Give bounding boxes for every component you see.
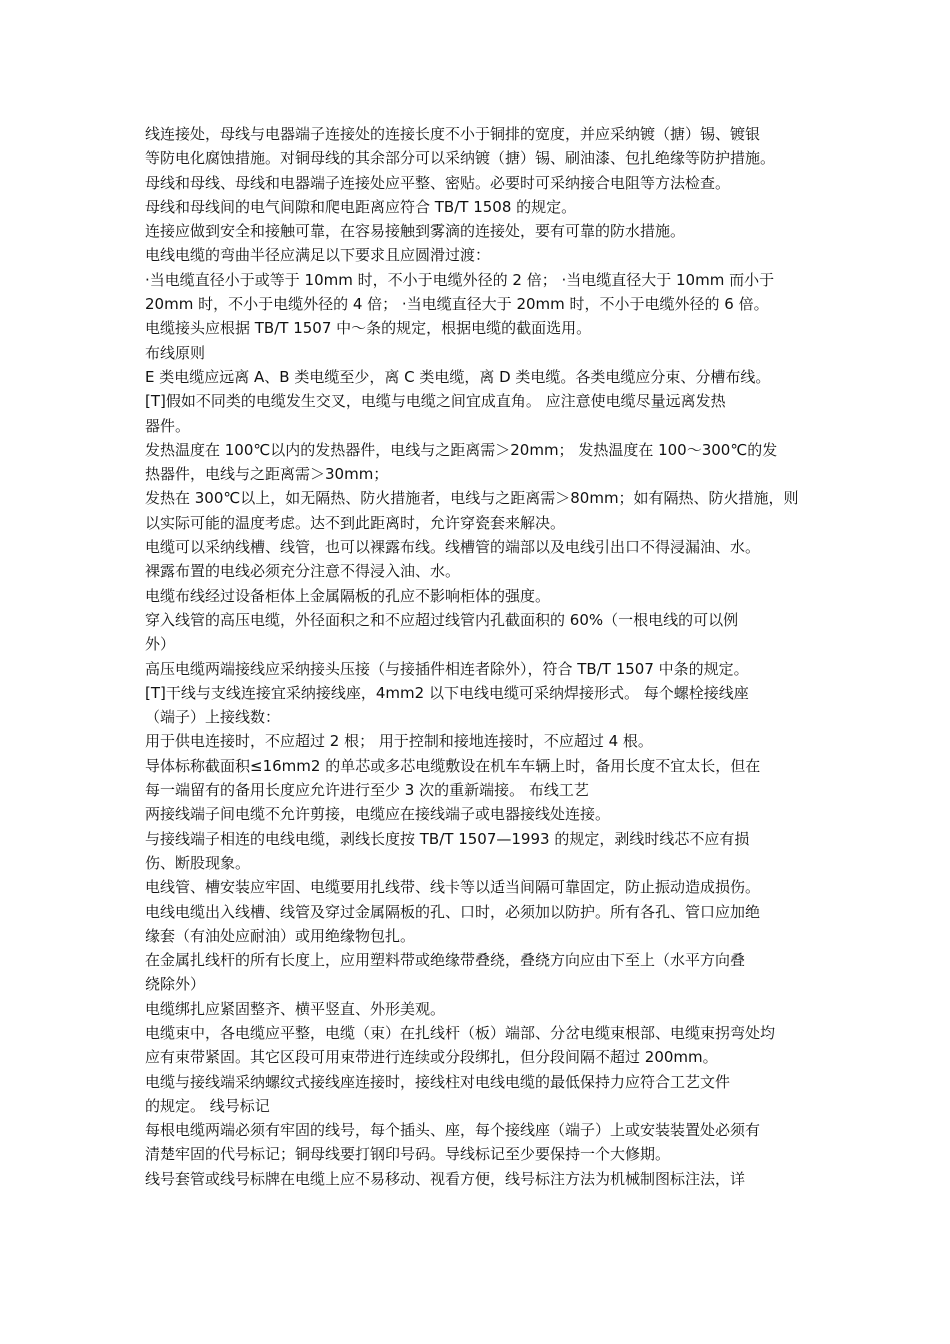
document-text-line: 绕除外） <box>145 975 206 994</box>
document-text-line: （端子）上接线数： <box>145 708 281 727</box>
document-text-line: 每根电缆两端必须有牢固的线号，每个插头、座，每个接线座（端子）上或安装装置处必须有 <box>145 1121 761 1140</box>
document-text-line: 伤、断股现象。 <box>145 853 251 872</box>
document-text-line: 裸露布置的电线必须充分注意不得浸入油、水。 <box>145 562 461 581</box>
document-text-line: 电缆与接线端采纳螺纹式接线座连接时，接线柱对电线电缆的最低保持力应符合工艺文件 <box>145 1072 731 1091</box>
document-text-line: 的规定。 线号标记 <box>145 1096 270 1115</box>
document-text-line: 电缆接头应根据 TB/T 1507 中～条的规定，根据电缆的截面选用。 <box>145 319 592 338</box>
document-text-line: 电线管、槽安装应牢固、电缆要用扎线带、线卡等以适当间隔可靠固定，防止振动造成损伤。 <box>145 878 761 897</box>
document-text-line: 在金属扎线杆的所有长度上，应用塑料带或绝缘带叠绕，叠绕方向应由下至上（水平方向叠 <box>145 951 746 970</box>
document-text-line: 等防电化腐蚀措施。对铜母线的其余部分可以采纳镀（搪）锡、刷油漆、包扎绝缘等防护措施。 <box>145 149 776 168</box>
document-text-line: 与接线端子相连的电线电缆，剥线长度按 TB/T 1507—1993 的规定，剥线时线芯不应有损 <box>145 829 750 848</box>
document-text-line: 用于供电连接时，不应超过 2 根； 用于控制和接地连接时，不应超过 4 根。 <box>145 732 653 751</box>
document-text-line: 连接应做到安全和接触可靠，在容易接触到雾滴的连接处，要有可靠的防水措施。 <box>145 222 686 241</box>
document-text-line: 电缆布线经过设备柜体上金属隔板的孔应不影响柜体的强度。 <box>145 586 551 605</box>
document-text-line: 应有束带紧固。其它区段可用束带进行连续或分段绑扎，但分段间隔不超过 200mm。 <box>145 1048 718 1067</box>
document-text-line: 母线和母线、母线和电器端子连接处应平整、密贴。必要时可采纳接合电阻等方法检查。 <box>145 173 731 192</box>
document-text-line: 穿入线管的高压电缆，外径面积之和不应超过线管内孔截面积的 60%（一根电线的可以例 <box>145 610 739 629</box>
document-text-line: 电线电缆出入线槽、线管及穿过金属隔板的孔、口时，必须加以防护。所有各孔、管口应加绝 <box>145 902 761 921</box>
document-text-line: 线连接处，母线与电器端子连接处的连接长度不小于铜排的宽度，并应采纳镀（搪）锡、镀银 <box>145 125 761 143</box>
document-text-line: 高压电缆两端接线应采纳接头压接（与接插件相连者除外），符合 TB/T 1507 中条的规定。 <box>145 659 749 678</box>
document-text-line: E 类电缆应远离 A、B 类电缆至少，离 C 类电缆，离 D 类电缆。各类电缆应分束、分槽布线。 <box>145 367 771 386</box>
document-text-line: 两接线端子间电缆不允许剪接，电缆应在接线端子或电器接线处连接。 <box>145 805 611 824</box>
document-text-line: 热器件，电线与之距离需＞30mm； <box>145 465 389 484</box>
document-text-line: 母线和母线间的电气间隙和爬电距离应符合 TB/T 1508 的规定。 <box>145 197 577 216</box>
document-body <box>145 122 813 1191</box>
document-text-line: 电缆可以采纳线槽、线管，也可以裸露布线。线槽管的端部以及电线引出口不得浸漏油、水。 <box>145 538 761 557</box>
document-text-line: 导体标称截面积≤16mm2 的单芯或多芯电缆敷设在机车车辆上时，备用长度不宜太长，但在 <box>145 756 761 775</box>
document-text-line: 以实际可能的温度考虑。达不到此距离时，允许穿瓷套来解决。 <box>145 513 566 532</box>
document-text-line: 发热在 300℃以上，如无隔热、防火措施者，电线与之距离需＞80mm；如有隔热、防火措施，则 <box>145 489 799 508</box>
document-text-line: ·当电缆直径小于或等于 10mm 时，不小于电缆外径的 2 倍； ·当电缆直径大于 10mm 而小于 <box>145 270 775 289</box>
document-text-line: 清楚牢固的代号标记；铜母线要打钢印号码。导线标记至少要保持一个大修期。 <box>145 1145 671 1164</box>
document-text-line: 线号套管或线号标牌在电缆上应不易移动、视看方便，线号标注方法为机械制图标注法，详 <box>145 1169 746 1188</box>
document-text-line: 发热温度在 100℃以内的发热器件，电线与之距离需＞20mm； 发热温度在 100～300℃的发 <box>145 440 778 459</box>
document-text-line: 20mm 时，不小于电缆外径的 4 倍； ·当电缆直径大于 20mm 时，不小于电缆外径的 6 倍。 <box>145 295 769 314</box>
document-text-line: 电线电缆的弯曲半径应满足以下要求且应圆滑过渡： <box>145 246 491 265</box>
document-text-line: 布线原则 <box>145 343 206 362</box>
document-text-line: 缘套（有油处应耐油）或用绝缘物包扎。 <box>145 926 416 945</box>
document-text-line: 电缆绑扎应紧固整齐、横平竖直、外形美观。 <box>145 999 446 1018</box>
document-text-line: 每一端留有的备用长度应允许进行至少 3 次的重新端接。 布线工艺 <box>145 781 589 800</box>
document-text-line: [T]干线与支线连接宜采纳接线座，4mm2 以下电线电缆可采纳焊接形式。 每个螺栓接线座 <box>145 683 749 702</box>
document-text-line: 器件。 <box>145 416 191 435</box>
document-text-line: [T]假如不同类的电缆发生交叉，电缆与电缆之间宜成直角。 应注意使电缆尽量远离发热 <box>145 392 726 411</box>
document-text-line: 电缆束中，各电缆应平整，电缆（束）在扎线杆（板）端部、分岔电缆束根部、电缆束拐弯处均 <box>145 1023 776 1042</box>
document-text-line: 外） <box>145 635 176 654</box>
